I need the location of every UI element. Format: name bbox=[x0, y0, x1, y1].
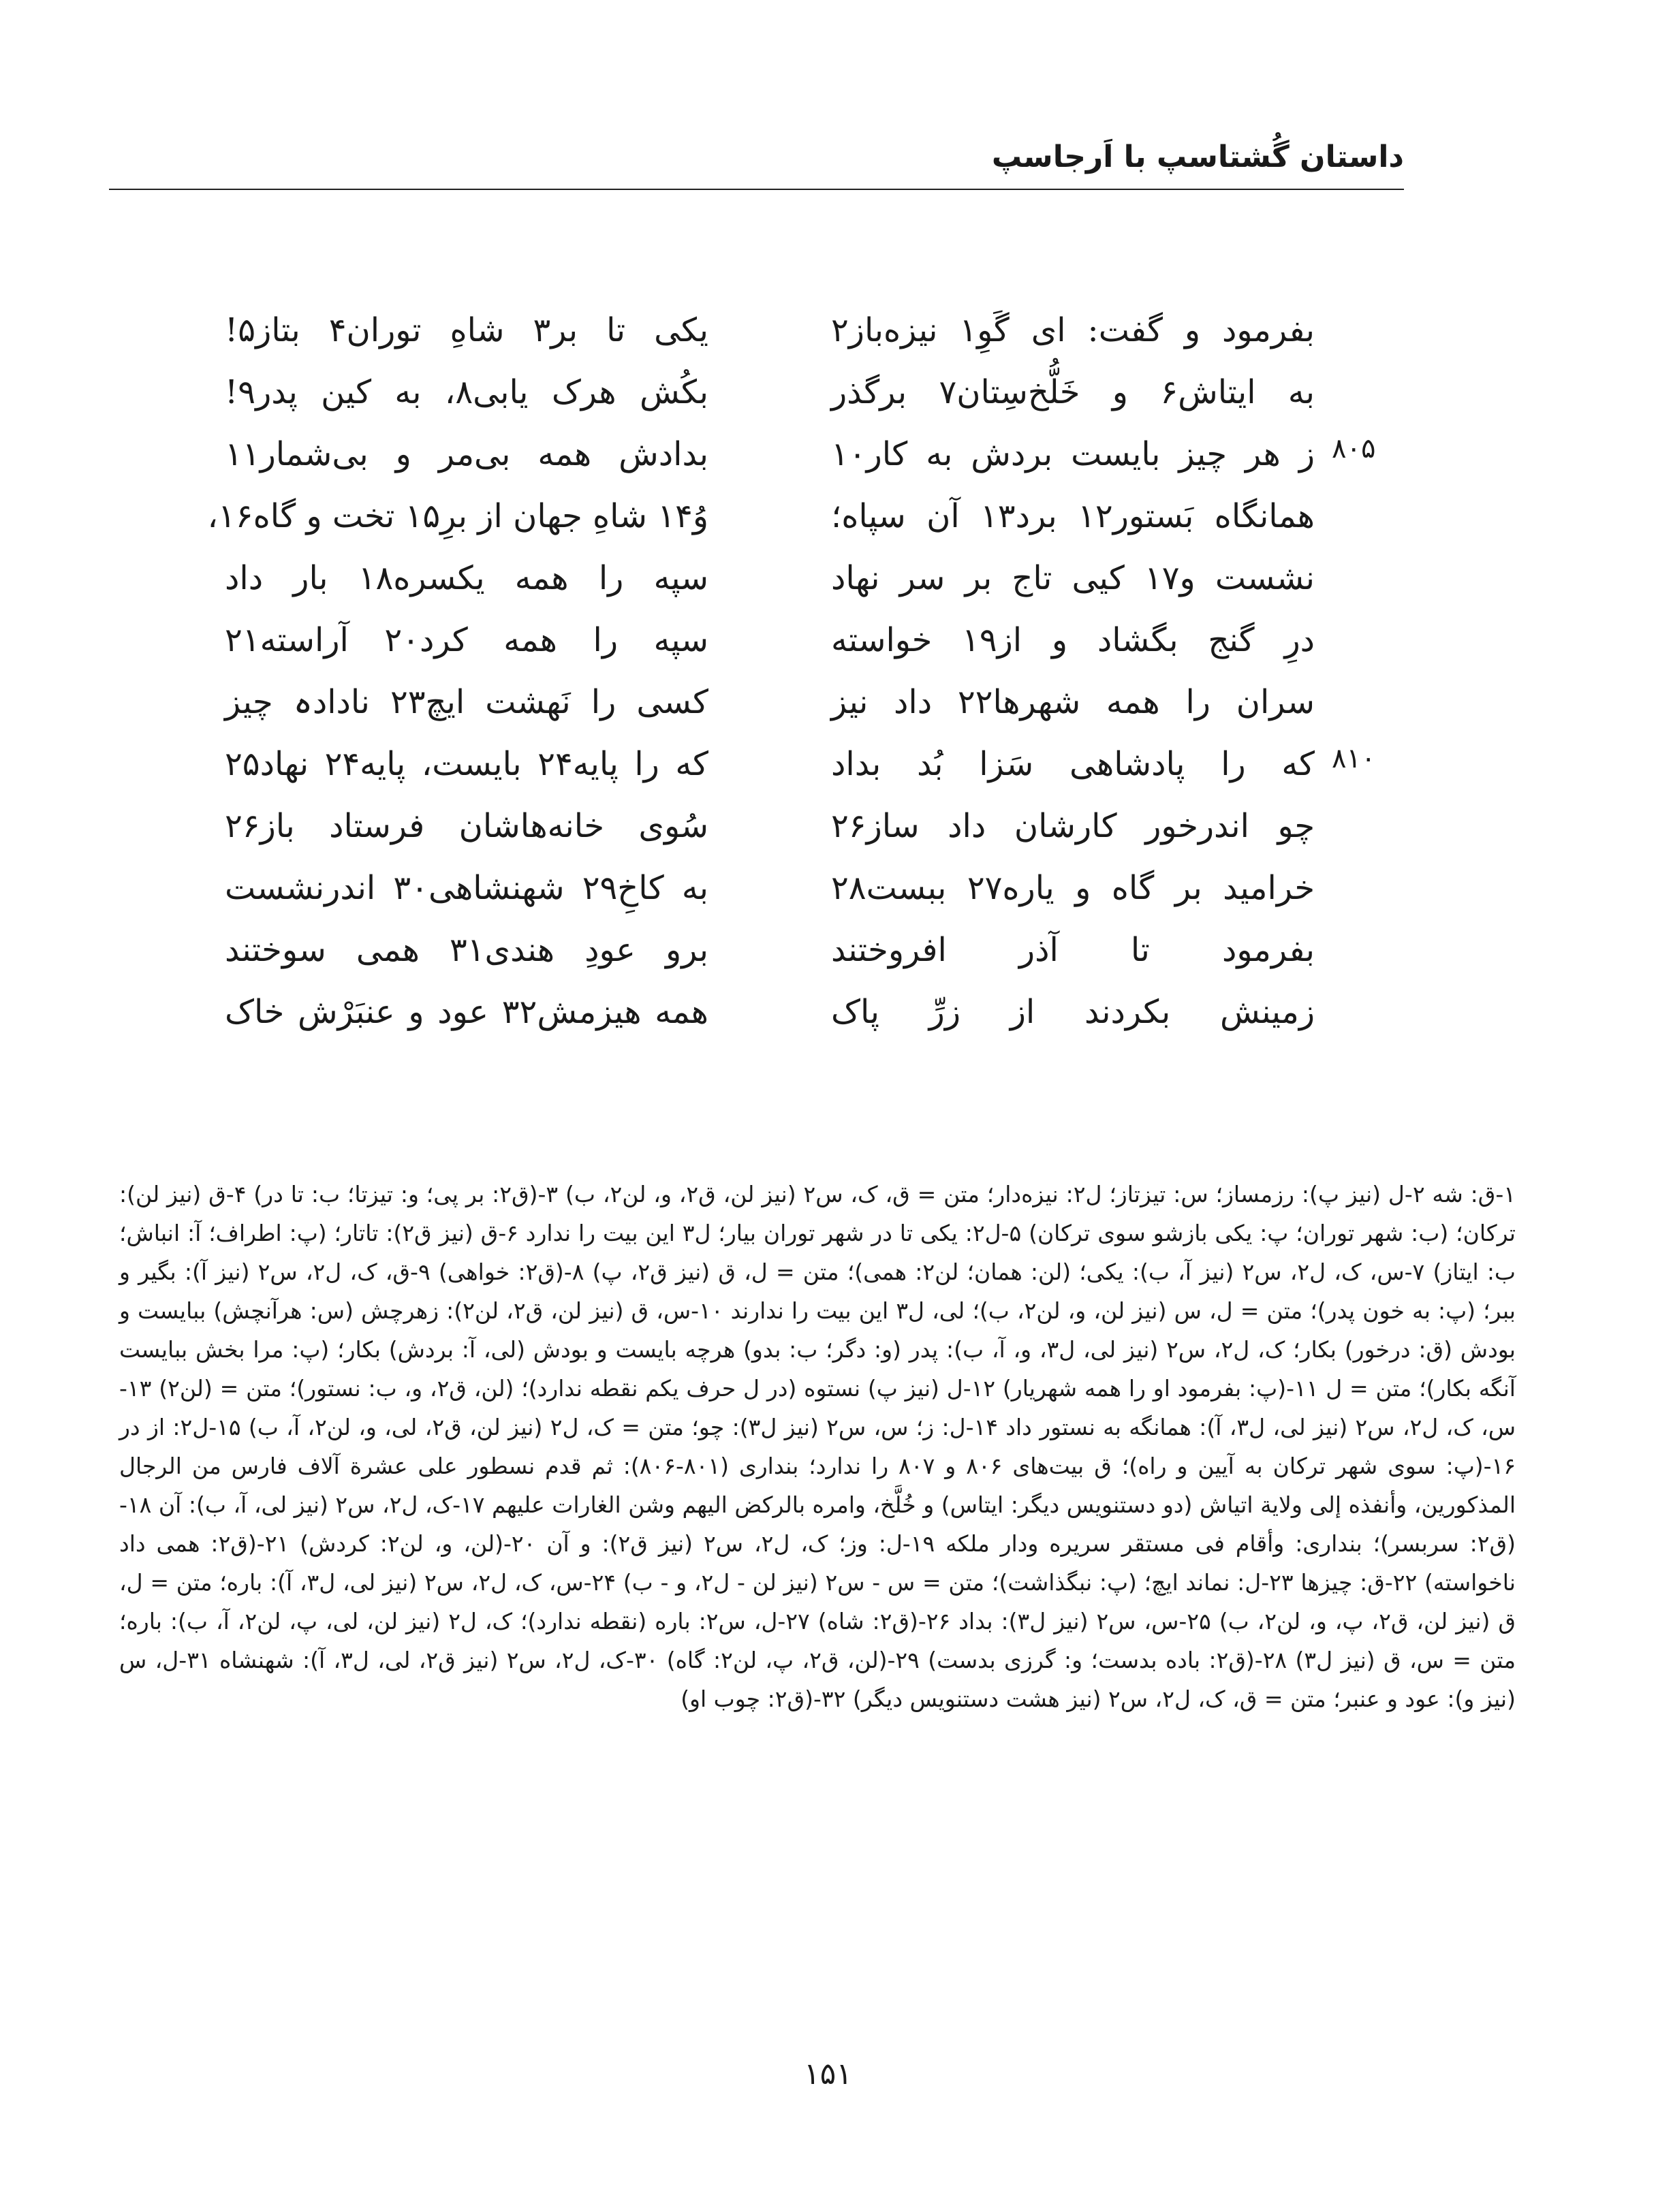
footnote-text: ۱-ق: شه ۲-ل (نیز پ): رزمساز؛ س: تیزتاز؛ ل۲: نیزه‌دار؛ متن = ق، ک، س۲ (نیز لن، ق۲، و، لن۲، ب) ۳-(ق۲: بر پی؛ و: تیزتا؛ ب: تا در) ۴-ق (نیز لن): ترکان؛ (ب: شهر توران؛ پ: یکی بازشو سوی ترکان) ۵-ل۲: یکی تا در شهر توران بیار؛ ل۳ این بیت را ندارد ۶-ق (نیز ق۲): تاتار؛ (پ: اطراف؛ آ: انباش؛ ب: ایتاز) ۷-س، ک، ل۲، س۲ (نیز آ، ب): یکی؛ (لن: همان؛ لن۲: همی)؛ متن = ل، ق (نیز ق۲، پ) ۸-(ق۲: خواهی) ۹-ق، ک، ل۲، س۲ (نیز آ): بگیر و ببر؛ (پ: به خون پدر)؛ متن = ل، س (نیز لن، و، لن۲، ب)؛ لی، ل۳ این بیت را ندارند ۱۰-س، ق (نیز لن، ق۲، لن۲): زهرچش (س: هرآنچش) ببایست و بودش (ق: درخور) بکار؛ ک، ل۲، س۲ (نیز لی، ل۳، و، آ، ب): پدر (و: دگر؛ ب: بدو) هرچه بایست و بودش (لی، آ: بردش) بکار؛ (پ: مرا بخش ببایست آنگه بکار)؛ متن = ل ۱۱-(پ: بفرمود او را همه شهریار) ۱۲-ل (نیز پ) نستوه (در ل حرف یکم نقطه ندارد)؛ (لن، ق۲، و، ب: نستور)؛ متن = (لن۲) ۱۳-س، ک، ل۲، س۲ (نیز لی، ل۳، آ): همانگه به نستور داد ۱۴-ل: ز؛ س، س۲ (نیز ل۳): چو؛ متن = ک، ل۲ (نیز لن، ق۲، لی، و، لن۲، آ، ب) ۱۵-ل۲: از در ۱۶-(پ: سوی شهر ترکان به آیین و راه)؛ ق بیت‌های ۸۰۶ و ۸۰۷ را ندارد؛ بنداری (۸۰۱-۸۰۶): ثم قدم نسطور علی عشرة آلاف فارس من الرجال المذکورین، وأنفذه إلی ولایة اتیاش (دو دستنویس دیگر: ایتاس) و خُلَّخ، وامره بالرکض الیهم وشن الغارات علیهم ۱۷-ک، ل۲، س۲ (نیز لی، آ، ب): آن ۱۸-(ق۲: سربسر)؛ بنداری: وأقام فی مستقر سریره ودار ملکه ۱۹-ل: وز؛ ک، ل۲، س۲ (نیز ق۲): و آن ۲۰-(لن، و، لن۲: کردش) ۲۱-(ق۲: همی داد ناخواسته) ۲۲-ق: چیزها ۲۳-ل: نماند ایچ؛ (پ: نبگذاشت)؛ متن = س - س۲ (نیز لن - ل۲، و - ب) ۲۴-س، ک، ل۲، س۲ (نیز لی، ل۳، آ): باره؛ متن = ل، ق (نیز لن، ق۲، پ، و، لن۲، ب) ۲۵-س، س۲ (نیز ل۳): بداد ۲۶-(ق۲: شاه) ۲۷-ل، س۲: باره (نقطه ندارد)؛ ک، ل۲ (نیز لن، لی، پ، لن۲، آ، ب): باره؛ متن = س، ق (نیز ل۳) ۲۸-(ق۲: باده بدست؛ و: گرزی بدست) ۲۹-(لن، ق۲، پ، لن۲: گاه) ۳۰-ک، ل۲، س۲ (نیز ق۲، لی، ل۳، آ): شهنشاه ۳۱-ل، س (نیز و): عود و عنبر؛ متن = ق، ک، ل۲، س۲ (نیز هشت دستنویس دیگر) ۳۲-(ق۲: چوب او) bbox=[119, 1181, 1516, 1712]
second-hemistich: یکی تا بر۳ شاهِ توران۴ بتاز۵! bbox=[225, 311, 709, 349]
first-hemistich: بفرمود تا آذر افروختند bbox=[831, 931, 1315, 969]
page-number: ۱۵۱ bbox=[804, 2057, 852, 2091]
second-hemistich: که را پایه۲۴ بایست، پایه۲۴ نهاد۲۵ bbox=[225, 745, 709, 783]
first-hemistich: سران را همه شهرها۲۲ داد نیز bbox=[831, 683, 1315, 721]
verse-block bbox=[207, 300, 1376, 1049]
verse-row bbox=[225, 548, 1315, 616]
second-hemistich: سپه را همه کرد۲۰ آراسته۲۱ bbox=[225, 621, 709, 659]
second-hemistich: کسی را نَهشت ایچ۲۳ نادادہ چیز bbox=[225, 683, 708, 721]
first-hemistich: ز هر چیز بایست بردش به کار۱۰ bbox=[831, 435, 1315, 473]
second-hemistich: وُ۱۴ شاهِ جهان از برِ۱۵ تخت و گاه۱۶، bbox=[207, 497, 708, 535]
verse-row bbox=[225, 362, 1315, 430]
verse-row bbox=[207, 486, 1315, 554]
first-hemistich: بفرمود و گفت: ای گَوِ۱ نیزه‌باز۲ bbox=[831, 311, 1315, 349]
verse-number: ۸۰۵ bbox=[1332, 433, 1376, 464]
footnotes bbox=[119, 1175, 1516, 1718]
first-hemistich: چو اندرخور کارشان داد ساز۲۶ bbox=[831, 807, 1315, 845]
second-hemistich: بدادش همه بی‌مر و بی‌شمار۱۱ bbox=[225, 435, 708, 473]
first-hemistich: خرامید بر گاه و یاره۲۷ ببست۲۸ bbox=[831, 869, 1315, 907]
verse-row bbox=[225, 733, 1376, 802]
first-hemistich: به ایتاش۶ و خَلُّخ‌سِتان۷ برگذر bbox=[831, 373, 1315, 411]
verse-row bbox=[225, 610, 1315, 678]
second-hemistich: بکُش هرک یابی۸، به کین پدر۹! bbox=[225, 373, 709, 411]
verse-row bbox=[225, 424, 1376, 492]
second-hemistich: به کاخِ۲۹ شهنشاهی۳۰ اندرنشست bbox=[225, 869, 708, 907]
first-hemistich: درِ گنج بگشاد و از۱۹ خواسته bbox=[831, 621, 1315, 659]
second-hemistich: برو عودِ هندی۳۱ همی سوختند bbox=[225, 931, 708, 969]
second-hemistich: همه هیزمش۳۲ عود و عنبَرْش خاک bbox=[225, 993, 708, 1031]
first-hemistich: که را پادشاهی سَزا بُد بداد bbox=[831, 745, 1315, 783]
verse-row bbox=[225, 672, 1315, 740]
verse-row bbox=[225, 981, 1315, 1049]
first-hemistich: نشست و۱۷ کیی تاج بر سر نهاد bbox=[831, 559, 1315, 597]
verse-row bbox=[225, 919, 1315, 988]
verse-row bbox=[225, 795, 1315, 864]
second-hemistich: سپه را همه یکسره۱۸ بار داد bbox=[225, 559, 709, 597]
verse-row bbox=[225, 857, 1315, 926]
header-rule bbox=[109, 189, 1404, 190]
first-hemistich: زمینش بکردند از زرِّ پاک bbox=[831, 993, 1315, 1031]
verse-number: ۸۱۰ bbox=[1332, 743, 1376, 774]
second-hemistich: سُوی خانه‌هاشان فرستاد باز۲۶ bbox=[225, 807, 708, 845]
first-hemistich: همانگاه بَستور۱۲ برد۱۳ آن سپاه؛ bbox=[831, 497, 1315, 535]
running-head-title: داستان گُشتاسپ با اَرجاسپ bbox=[991, 140, 1404, 174]
verse-row bbox=[225, 300, 1315, 368]
